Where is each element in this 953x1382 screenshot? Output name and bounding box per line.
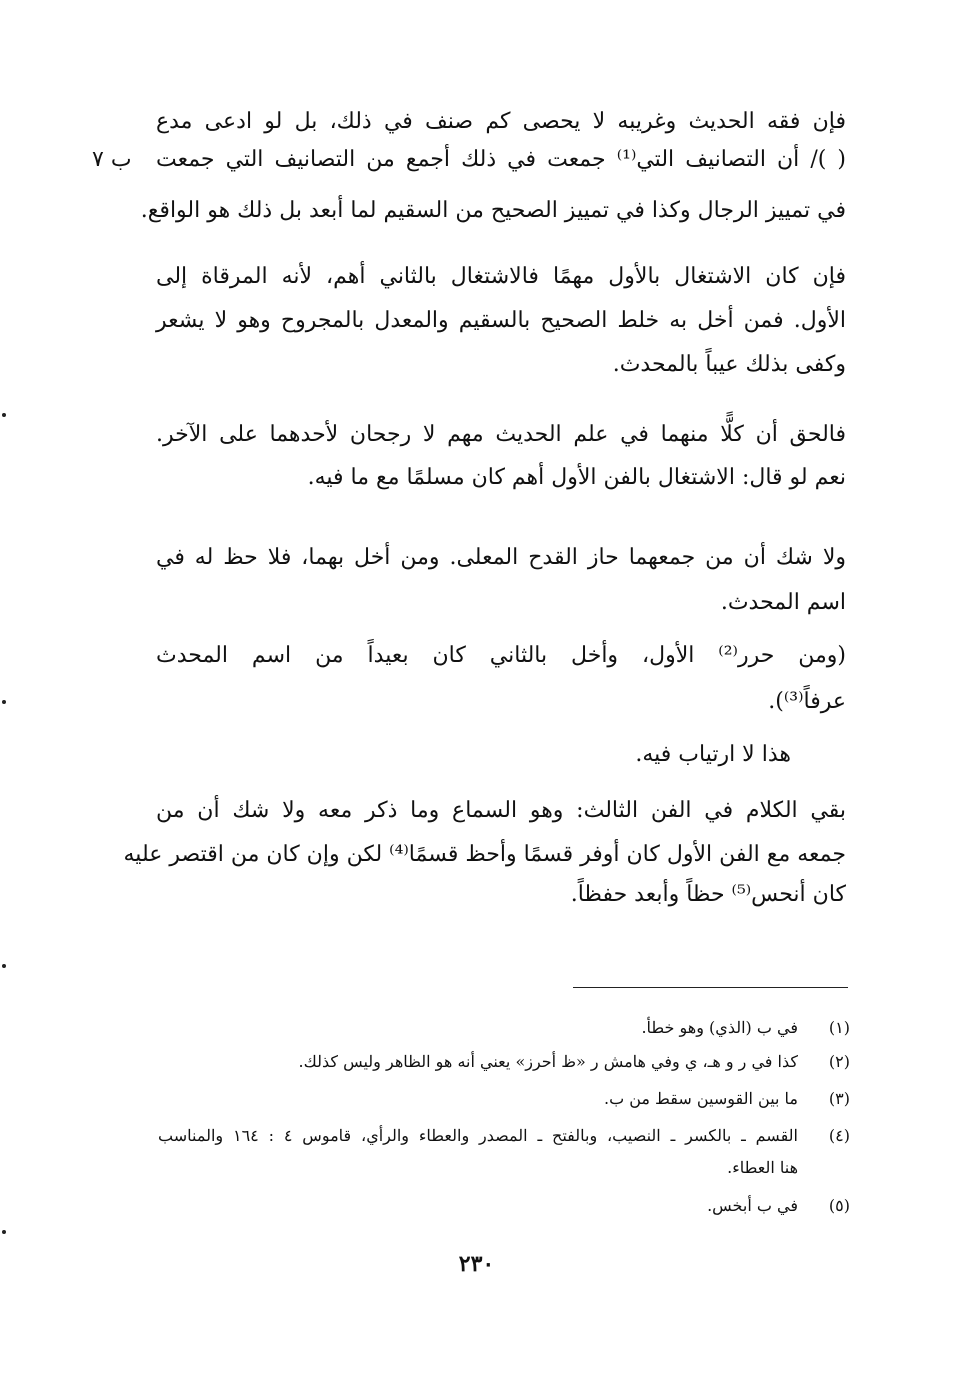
body-line: نعم لو قال: الاشتغال بالفن الأول أهم كان مسلمًا مع ما فيه. xyxy=(307,465,846,490)
footnote-number: (١) xyxy=(828,1018,850,1037)
body-line: ( )/ أن التصانيف التي⁽¹⁾ جمعت في ذلك أجمع من التصانيف التي جمعت xyxy=(156,147,846,172)
body-line: ولا شك أن من جمعهما حاز القدح المعلى. ومن أخل بهما، فلا حظ له في xyxy=(156,545,846,570)
body-line: اسم المحدث. xyxy=(720,590,846,615)
body-line: كان أنحس⁽⁵⁾ حظاً وأبعد حفظاً. xyxy=(570,882,846,907)
footnote-text: كذا في ر و هـ، ي وفي هامش ر «ظ أحرز» يعني أنه هو الظاهر وليس كذلك. xyxy=(298,1052,798,1071)
body-line: جمعه مع الفن الأول كان أوفر قسمًا وأحظ قسمًا⁽⁴⁾ لكن وإن كان من اقتصر عليه xyxy=(123,842,846,867)
body-line: (ومن حرر⁽²⁾ الأول، وأخل بالثاني كان بعيداً من اسم المحدث xyxy=(156,643,846,668)
body-line: وكفى بذلك عيباً بالمحدث. xyxy=(612,352,846,377)
scan-speck xyxy=(2,964,6,968)
body-line: الأول. فمن أخل به خلط الصحيح بالسقيم والمعدل بالمجروح وهو لا يشعر xyxy=(156,308,846,333)
footnote-text: هنا العطاء. xyxy=(727,1158,798,1177)
body-line: هذا لا ارتياب فيه. xyxy=(635,742,791,767)
scan-speck xyxy=(2,1230,6,1234)
footnote-text: القسم ـ بالكسر ـ النصيب، وبالفتح ـ المصدر والعطاء والرأي، قاموس ٤ : ١٦٤ والمناسب xyxy=(158,1126,798,1145)
footnote-number: (٤) xyxy=(828,1126,850,1145)
footnote-text: في ب أبخس. xyxy=(707,1196,798,1215)
body-line: فإن كان الاشتغال بالأول مهمًا فالاشتغال بالثاني أهم، لأنه المرقاة إلى xyxy=(156,264,846,289)
body-line: فالحق أن كلًّا منهما في علم الحديث مهم لا رجحان لأحدهما على الآخر. xyxy=(156,422,846,447)
body-line: فإن فقه الحديث وغريبه لا يحصى كم صنف في ذلك، بل لو ادعى مدع xyxy=(156,109,846,134)
scan-speck xyxy=(2,413,6,417)
footnote-text: ما بين القوسين سقط من ب. xyxy=(603,1089,798,1108)
page-number: ٢٣٠ xyxy=(458,1251,495,1277)
footnote-number: (٥) xyxy=(828,1196,850,1215)
scan-speck xyxy=(2,700,6,704)
margin-note: ب ٧ xyxy=(92,147,132,172)
footnote-number: (٢) xyxy=(828,1052,850,1071)
footnote-number: (٣) xyxy=(828,1089,850,1108)
body-line: عرفاً⁽³⁾). xyxy=(768,689,846,714)
footnote-separator xyxy=(573,987,848,988)
body-line: في تمييز الرجال وكذا في تمييز الصحيح من السقيم لما أبعد بل ذلك هو الواقع. xyxy=(140,198,846,223)
body-line: بقي الكلام في الفن الثالث: وهو السماع وما ذكر معه ولا شك أن من xyxy=(156,798,846,823)
footnote-text: في ب (الذي) وهو خطأ. xyxy=(641,1018,798,1037)
